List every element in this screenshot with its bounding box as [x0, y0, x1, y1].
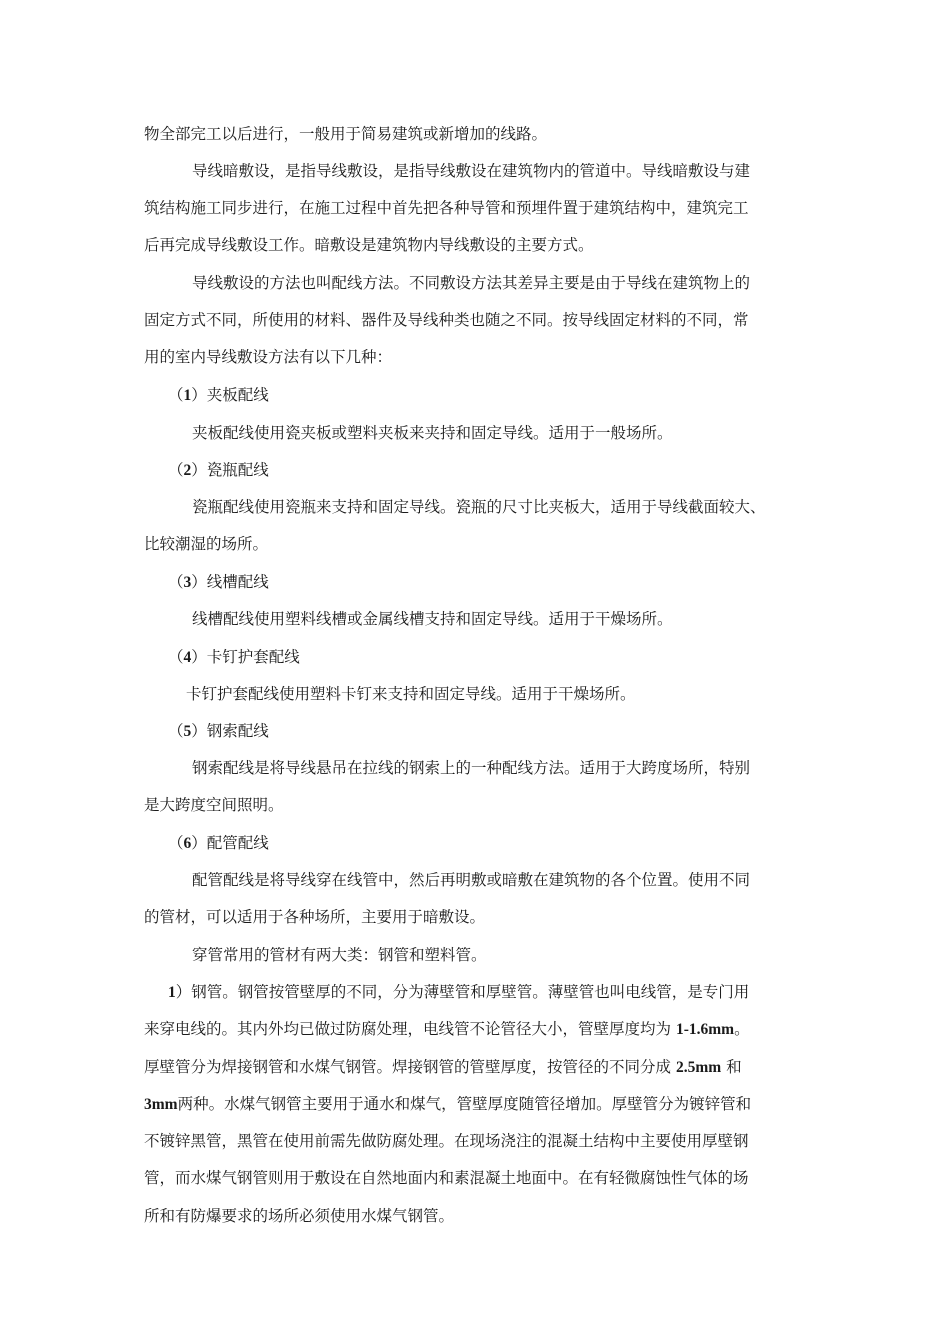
steel-paragraph-line-5: 不镀锌黑管，黑管在使用前需先做防腐处理。在现场浇注的混凝土结构中主要使用厚壁钢 [144, 1132, 749, 1150]
section-body-1: 夹板配线使用瓷夹板或塑料夹板来夹持和固定导线。适用于一般场所。 [192, 424, 673, 442]
section-body-3: 线槽配线使用塑料线槽或金属线槽支持和固定导线。适用于干燥场所。 [192, 610, 673, 628]
section-body-2-line-1: 瓷瓶配线使用瓷瓶来支持和固定导线。瓷瓶的尺寸比夹板大，适用于导线截面较大、 [192, 498, 766, 516]
methods-paragraph-line-1: 导线敷设的方法也叫配线方法。不同敷设方法其差异主要是由于导线在建筑物上的 [192, 274, 751, 292]
section-heading-5: （5）钢索配线 [168, 722, 269, 740]
intro-line: 物全部完工以后进行，一般用于简易建筑或新增加的线路。 [144, 125, 548, 143]
section-body-6-line-1: 配管配线是将导线穿在线管中，然后再明敷或暗敷在建筑物的各个位置。使用不同 [192, 871, 751, 889]
section-body-4: 卡钉护套配线使用塑料卡钉来支持和固定导线。适用于干燥场所。 [186, 685, 636, 703]
section-heading-3: （3）线槽配线 [168, 573, 269, 591]
methods-paragraph-line-2: 固定方式不同，所使用的材料、器件及导线种类也随之不同。按导线固定材料的不同，常 [144, 311, 749, 329]
steel-paragraph-line-2: 来穿电线的。其内外均已做过防腐处理，电线管不论管径大小，管壁厚度均为 1-1.6mm。 [144, 1020, 750, 1038]
steel-paragraph-line-6: 管，而水煤气钢管则用于敷设在自然地面内和素混凝土地面中。在有轻微腐蚀性气体的场 [144, 1169, 749, 1187]
section-body-6-line-2: 的管材，可以适用于各种场所，主要用于暗敷设。 [144, 908, 486, 926]
steel-paragraph-line-7: 所和有防爆要求的场所必须使用水煤气钢管。 [144, 1207, 455, 1225]
steel-paragraph-line-1: 1）钢管。钢管按管壁厚的不同，分为薄壁管和厚壁管。薄壁管也叫电线管，是专门用 [168, 983, 750, 1001]
section-heading-1: （1）夹板配线 [168, 386, 269, 404]
concealed-paragraph-line-3: 后再完成导线敷设工作。暗敷设是建筑物内导线敷设的主要方式。 [144, 236, 594, 254]
section-heading-2: （2）瓷瓶配线 [168, 461, 269, 479]
methods-paragraph-line-3: 用的室内导线敷设方法有以下几种： [144, 348, 393, 366]
section-body-2-line-2: 比较潮湿的场所。 [144, 535, 269, 553]
section-heading-4: （4）卡钉护套配线 [168, 648, 300, 666]
section-body-5-line-1: 钢索配线是将导线悬吊在拉线的钢索上的一种配线方法。适用于大跨度场所，特别 [192, 759, 751, 777]
concealed-paragraph-line-2: 筑结构施工同步进行，在施工过程中首先把各种导管和预埋件置于建筑结构中，建筑完工 [144, 199, 749, 217]
concealed-paragraph-line-1: 导线暗敷设，是指导线敷设，是指导线敷设在建筑物内的管道中。导线暗敷设与建 [192, 162, 751, 180]
steel-paragraph-line-3: 厚壁管分为焊接钢管和水煤气钢管。焊接钢管的管壁厚度，按管径的不同分成 2.5mm 和 [144, 1058, 742, 1076]
pipe-types-line: 穿管常用的管材有两大类：钢管和塑料管。 [192, 946, 487, 964]
steel-paragraph-line-4: 3mm两种。水煤气钢管主要用于通水和煤气，管壁厚度随管径增加。厚壁管分为镀锌管和 [144, 1095, 752, 1113]
section-body-5-line-2: 是大跨度空间照明。 [144, 796, 284, 814]
section-heading-6: （6）配管配线 [168, 834, 269, 852]
